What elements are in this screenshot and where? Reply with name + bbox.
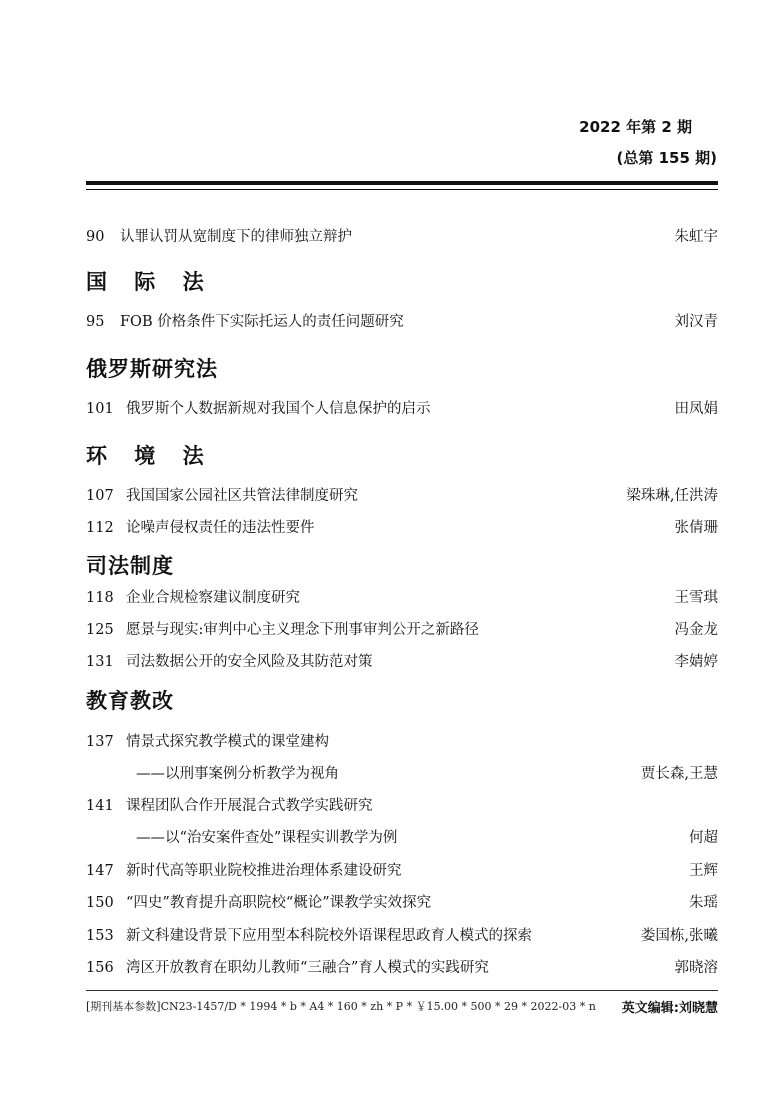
page-number: 125: [86, 622, 114, 638]
page-number: 101: [86, 401, 114, 417]
english-editor: 英文编辑:刘晓慧: [621, 1001, 718, 1016]
article-title: 论噪声侵权责任的违法性要件: [126, 520, 315, 536]
toc-entry: [86, 731, 718, 753]
header-rule-thick: [86, 181, 718, 185]
author: 梁珠琳,任洪涛: [626, 488, 718, 504]
toc-entry: [86, 311, 718, 333]
toc-entry: [86, 892, 718, 914]
toc-entry-subtitle: [86, 763, 718, 785]
article-subtitle: ——以刑事案例分析教学为视角: [136, 766, 339, 782]
page-number: 112: [86, 520, 114, 536]
section-heading-environmental-law: 环 境 法: [86, 444, 214, 468]
article-title: 认罪认罚从宽制度下的律师独立辩护: [120, 229, 352, 245]
article-title: FOB 价格条件下实际托运人的责任问题研究: [120, 314, 404, 330]
journal-parameters: [期刊基本参数]CN23-1457/D * 1994 * b * A4 * 160 * zh * P * ￥15.00 * 500 * 29 * 2022-03 * n: [86, 1000, 596, 1013]
author: 贾长森,王慧: [640, 766, 718, 782]
toc-entry: [86, 587, 718, 609]
author: 冯金龙: [674, 622, 718, 638]
author: 田凤娟: [674, 401, 718, 417]
toc-entry: [86, 957, 718, 979]
toc-entry: [86, 517, 718, 539]
toc-entry: [86, 795, 718, 817]
author: 刘汉青: [674, 314, 718, 330]
toc-entry: [86, 651, 718, 673]
author: 朱虹宇: [674, 229, 718, 245]
article-title: 企业合规检察建议制度研究: [126, 590, 300, 606]
page-number: 147: [86, 863, 114, 879]
author: 朱瑶: [689, 895, 718, 911]
toc-entry: [86, 619, 718, 641]
toc-entry: [86, 860, 718, 882]
article-title: 司法数据公开的安全风险及其防范对策: [126, 654, 373, 670]
page-number: 156: [86, 960, 114, 976]
article-subtitle: ——以“治安案件查处”课程实训教学为例: [136, 830, 398, 846]
toc-entry-subtitle: [86, 827, 718, 849]
author: 何超: [689, 830, 718, 846]
section-heading-education-reform: 教育教改: [86, 689, 174, 713]
article-title: 新时代高等职业院校推进治理体系建设研究: [126, 863, 402, 879]
toc-entry: [86, 226, 718, 248]
article-title: 新文科建设背景下应用型本科院校外语课程思政育人模式的探索: [126, 928, 532, 944]
page-number: 118: [86, 590, 114, 606]
section-heading-international-law: 国 际 法: [86, 270, 214, 294]
toc-entry: [86, 925, 718, 947]
page-number: 90: [86, 229, 105, 245]
article-title: 我国国家公园社区共管法律制度研究: [126, 488, 358, 504]
total-issue-label: (总第 155 期): [616, 149, 717, 167]
author: 张倩珊: [674, 520, 718, 536]
article-title: 湾区开放教育在职幼儿教师“三融合”育人模式的实践研究: [126, 960, 489, 976]
section-heading-judicial-system: 司法制度: [86, 554, 174, 578]
section-heading-russian-law: 俄罗斯研究法: [86, 357, 218, 381]
page-number: 95: [86, 314, 105, 330]
article-title: 情景式探究教学模式的课堂建构: [126, 734, 329, 750]
footer-rule: [86, 990, 718, 991]
page-number: 131: [86, 654, 114, 670]
author: 王雪琪: [674, 590, 718, 606]
author: 娄国栋,张曦: [640, 928, 718, 944]
toc-entry: [86, 485, 718, 507]
header-rule-thin: [86, 189, 718, 190]
author: 郭晓溶: [674, 960, 718, 976]
page-number: 141: [86, 798, 114, 814]
article-title: 愿景与现实:审判中心主义理念下刑事审判公开之新路径: [126, 622, 479, 638]
article-title: “四史”教育提升高职院校“概论”课教学实效探究: [126, 895, 432, 911]
article-title: 课程团队合作开展混合式教学实践研究: [126, 798, 373, 814]
page-number: 137: [86, 734, 114, 750]
page-number: 153: [86, 928, 114, 944]
toc-entry: [86, 398, 718, 420]
page-number: 107: [86, 488, 114, 504]
issue-label: 2022 年第 2 期: [579, 118, 692, 136]
author: 李婧婷: [674, 654, 718, 670]
article-title: 俄罗斯个人数据新规对我国个人信息保护的启示: [126, 401, 431, 417]
author: 王辉: [689, 863, 718, 879]
page-number: 150: [86, 895, 114, 911]
